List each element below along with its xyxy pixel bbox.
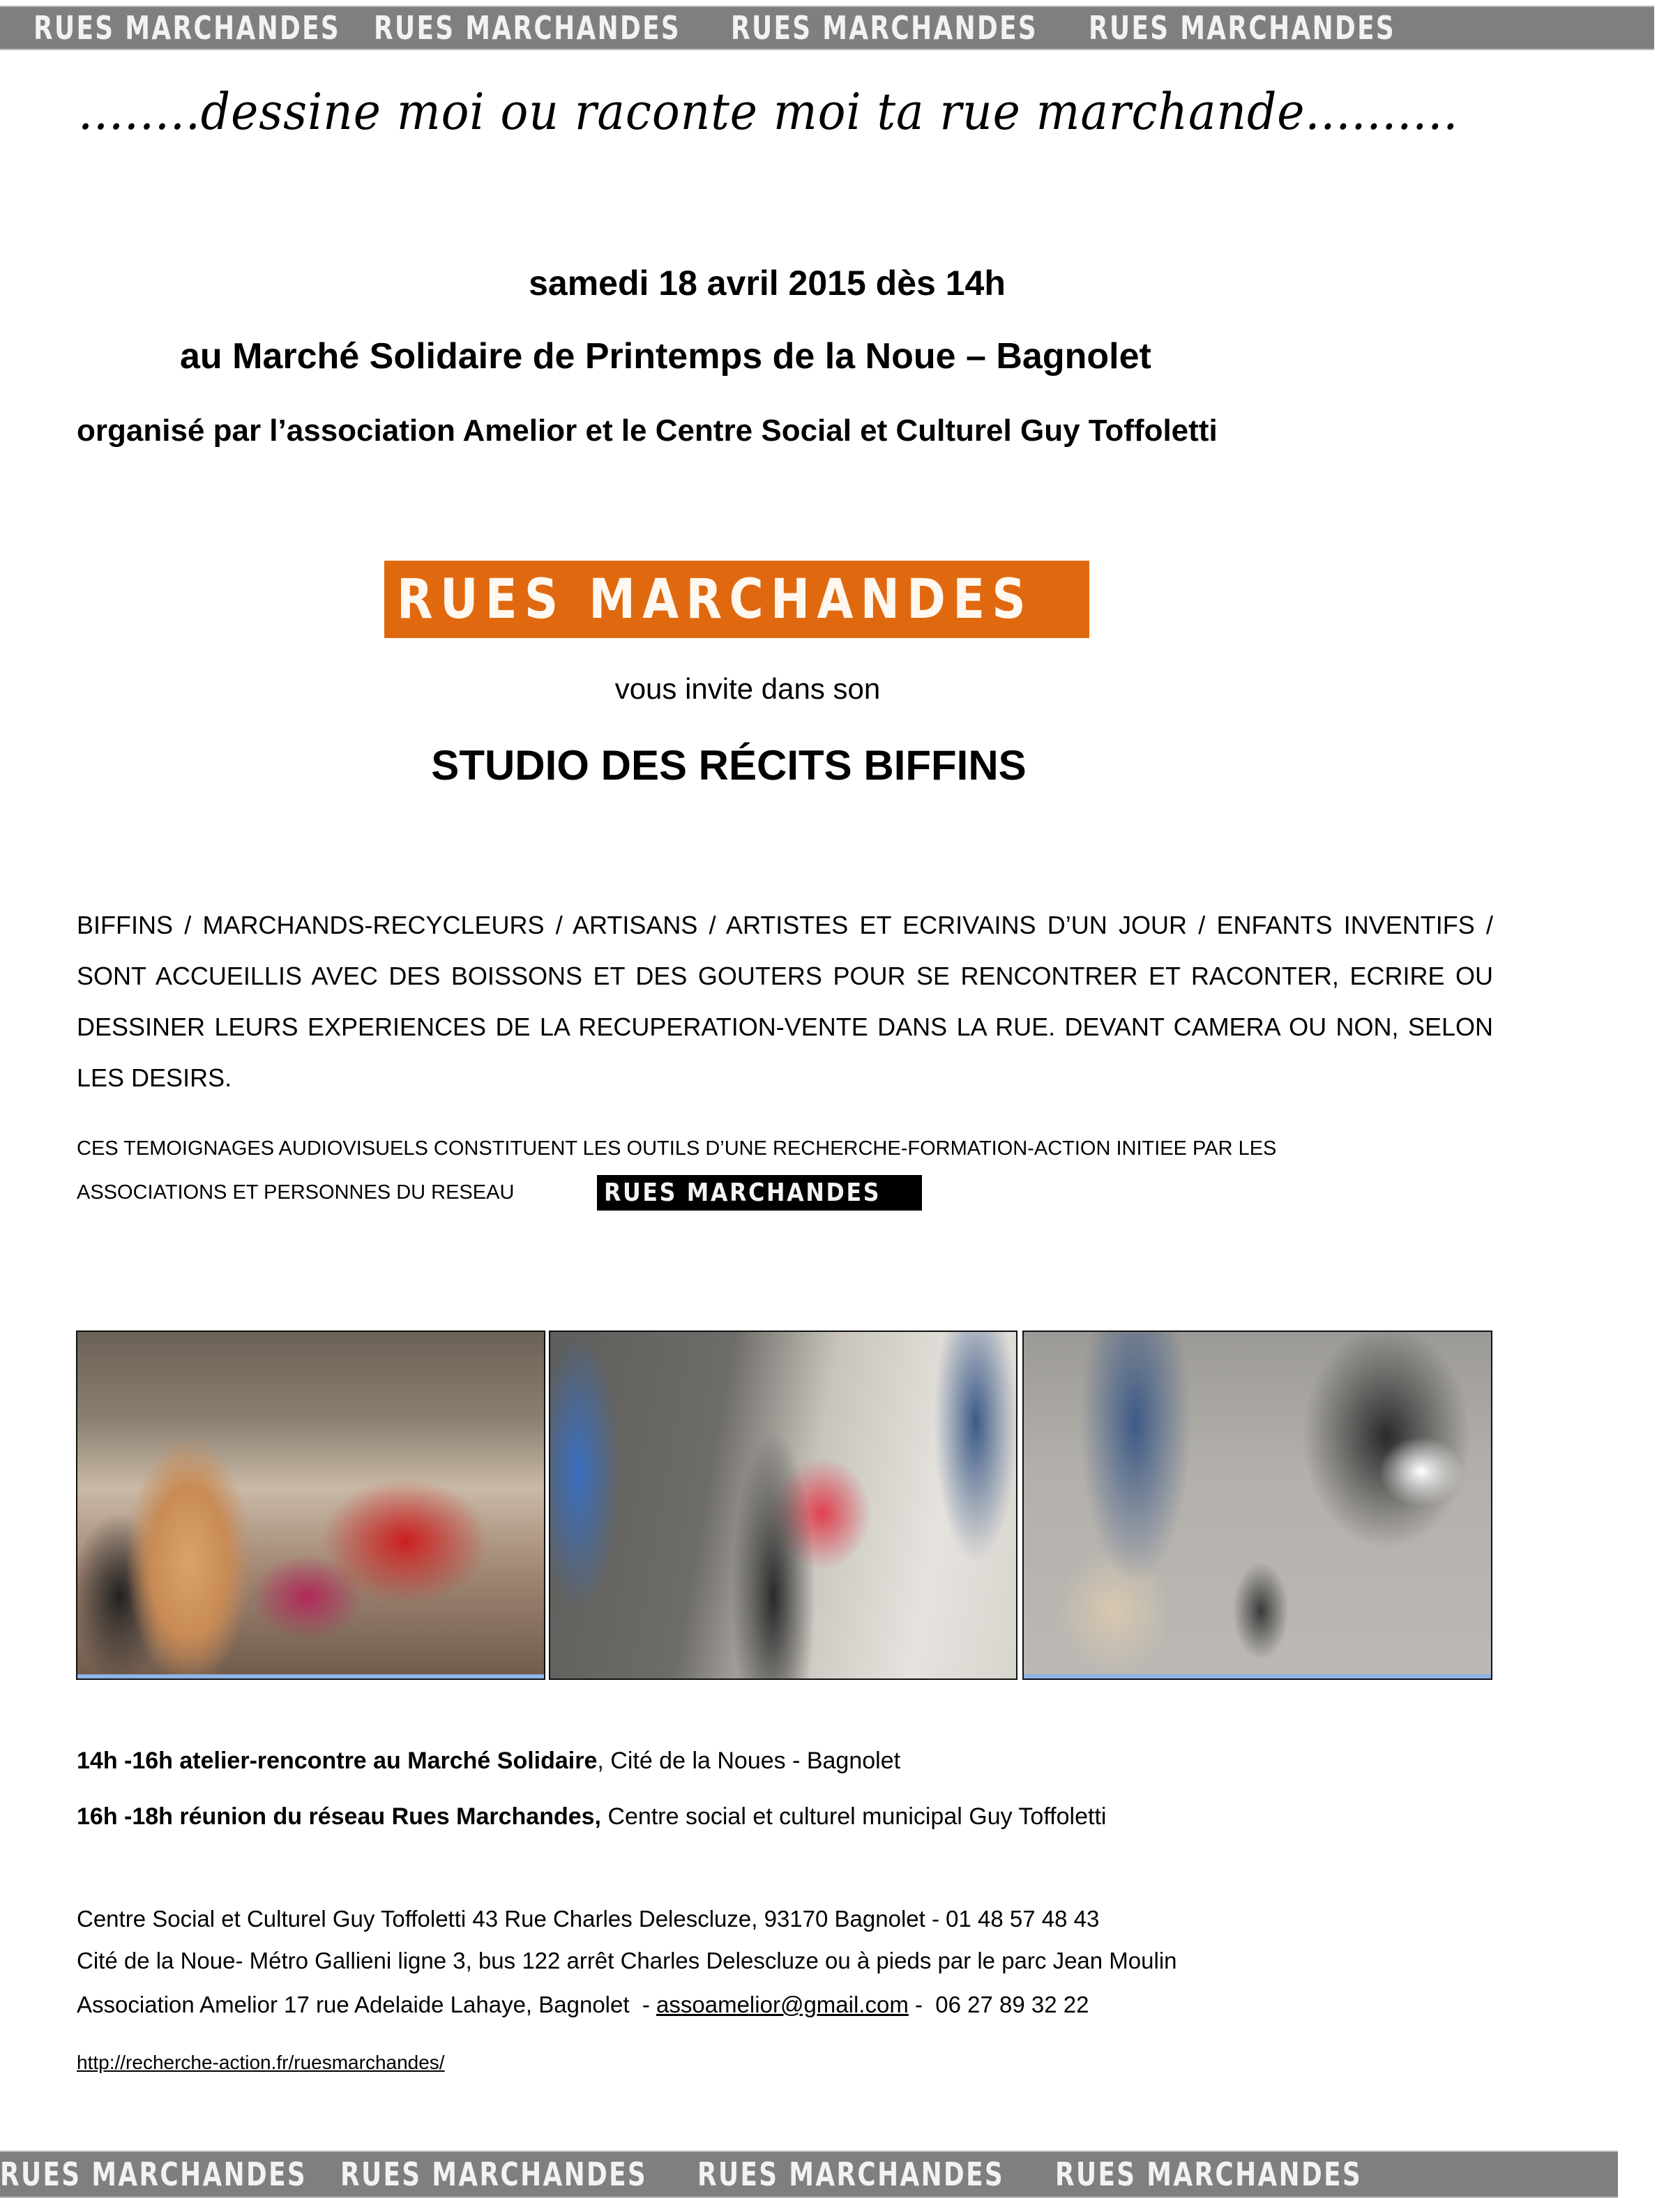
invite-line: vous invite dans son — [614, 672, 881, 705]
amelior-address: Association Amelior 17 rue Adelaide Lahaye, Bagnolet - — [77, 1992, 657, 2017]
schedule-time-label: 16h -18h réunion du réseau Rues Marchandes, — [77, 1803, 602, 1830]
logo-text: RUES MARCHANDES — [397, 568, 1033, 631]
banner-logo-text: RUES MARCHANDES — [374, 9, 681, 47]
rues-marchandes-badge — [597, 1175, 922, 1211]
photo-strip — [1024, 1674, 1491, 1678]
banner-logo-text: RUES MARCHANDES — [1054, 2155, 1362, 2193]
website-link[interactable]: http://recherche-action.fr/ruesmarchandes/ — [77, 2052, 445, 2073]
schedule-item — [77, 1745, 900, 1776]
banner-logo-text: RUES MARCHANDES — [33, 9, 341, 47]
studio-title: STUDIO DES RÉCITS BIFFINS — [431, 742, 1027, 789]
event-date: samedi 18 avril 2015 dès 14h — [529, 264, 1006, 303]
amelior-phone: - 06 27 89 32 22 — [908, 1992, 1089, 2017]
contact-centre-social: Centre Social et Culturel Guy Toffoletti 43 Rue Charles Delescluze, 93170 Bagnolet - 01 48 57 48 43 — [77, 1906, 1100, 1932]
schedule-location: , Cité de la Noues - Bagnolet — [597, 1748, 901, 1774]
photo-market-stall — [76, 1331, 545, 1680]
schedule-location: Centre social et culturel municipal Guy Toffoletti — [601, 1803, 1107, 1830]
banner-logo-text: RUES MARCHANDES — [0, 2155, 308, 2193]
top-banner — [0, 6, 1654, 50]
photo-strip — [77, 1674, 544, 1678]
bottom-banner — [0, 2151, 1618, 2198]
schedule-time-label: 14h -16h atelier-rencontre au Marché Solidaire — [77, 1748, 598, 1774]
note-line-1: CES TEMOIGNAGES AUDIOVISUELS CONSTITUENT LES OUTILS D’UNE RECHERCHE-FORMATION-ACTION INITIEE PAR LES — [77, 1137, 1277, 1160]
email-link[interactable]: assoamelior@gmail.com — [656, 1992, 909, 2017]
photo-electronics — [1022, 1331, 1492, 1680]
rues-marchandes-logo — [384, 561, 1089, 638]
badge-text: RUES MARCHANDES — [604, 1178, 881, 1207]
banner-logo-text: RUES MARCHANDES — [340, 2155, 648, 2193]
contact-directions: Cité de la Noue- Métro Gallieni ligne 3, bus 122 arrêt Charles Delescluze ou à pieds par le parc Jean Moulin — [77, 1948, 1177, 1973]
note-line-2: ASSOCIATIONS ET PERSONNES DU RESEAU — [77, 1181, 515, 1204]
description-paragraph: BIFFINS / MARCHANDS-RECYCLEURS / ARTISANS / ARTISTES ET ECRIVAINS D’UN JOUR / ENFANTS INVENTIFS / SONT ACCUEILLIS AVEC DES BOISSONS ET DES GOUTERS POUR SE RENCONTRER ET RACONTER, ECRIRE OU DESSINER LEURS EXPERIENCES DE LA RECUPERATION-VENTE DANS LA RUE. DEVANT CAMERA OU NON, SELON LES DESIRS. — [77, 911, 1493, 1092]
banner-logo-text: RUES MARCHANDES — [697, 2155, 1005, 2193]
event-venue: au Marché Solidaire de Printemps de la Noue – Bagnolet — [180, 336, 1151, 377]
top-banner-text — [33, 7, 1482, 49]
tagline: ........dessine moi ou raconte moi ta rue marchande.......... — [78, 82, 1459, 141]
event-organizer: organisé par l’association Amelior et le Centre Social et Culturel Guy Toffoletti — [77, 414, 1218, 448]
bottom-banner-text — [0, 2153, 1448, 2195]
banner-logo-text: RUES MARCHANDES — [1088, 9, 1395, 47]
banner-logo-text: RUES MARCHANDES — [731, 9, 1038, 47]
schedule-item — [77, 1801, 1106, 1832]
photo-shoes — [549, 1331, 1017, 1680]
contact-amelior — [77, 1989, 1089, 2020]
